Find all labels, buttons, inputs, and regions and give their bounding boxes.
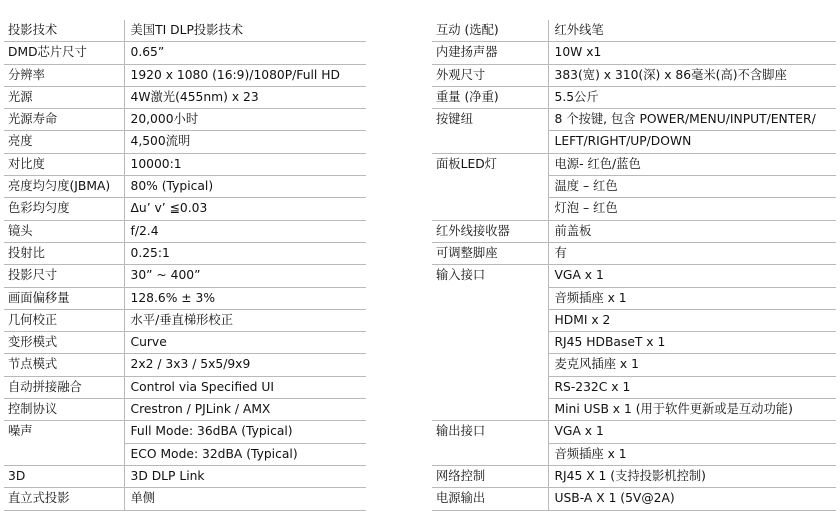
spec-value: Control via Specified UI — [124, 376, 366, 398]
spec-label: 输出接口 — [432, 421, 548, 466]
spec-label: 控制协议 — [4, 399, 124, 421]
spec-row — [4, 198, 366, 220]
spec-value: 有 — [548, 242, 836, 264]
spec-value: HDMI x 2 — [548, 309, 836, 331]
spec-value: 水平/垂直梯形校正 — [124, 309, 366, 331]
spec-label: 外观尺寸 — [432, 64, 548, 86]
spec-value: Crestron / PJLink / AMX — [124, 399, 366, 421]
spec-value: 30” ~ 400” — [124, 265, 366, 287]
spec-row — [4, 20, 366, 42]
spec-label: 投影技术 — [4, 20, 124, 42]
spec-value: VGA x 1 — [548, 265, 836, 287]
spec-row — [4, 86, 366, 108]
spec-row — [432, 86, 836, 108]
spec-label: 噪声 — [4, 421, 124, 466]
spec-row — [4, 64, 366, 86]
spec-value: USB-A X 1 (5V@2A) — [548, 488, 836, 510]
right-spec-body — [432, 20, 836, 510]
left-spec-body — [4, 20, 366, 510]
spec-row — [4, 309, 366, 331]
right-spec-table — [432, 20, 836, 511]
spec-value: 麦克风插座 x 1 — [548, 354, 836, 376]
left-spec-table — [4, 20, 366, 511]
spec-label: 几何校正 — [4, 309, 124, 331]
spec-value: 8 个按键, 包含 POWER/MENU/INPUT/ENTER/ — [548, 109, 836, 131]
spec-label: 红外线接收器 — [432, 220, 548, 242]
spec-value: 灯泡 – 红色 — [548, 198, 836, 220]
spec-value: 10000:1 — [124, 153, 366, 175]
spec-value: RS-232C x 1 — [548, 376, 836, 398]
spec-label: 亮度 — [4, 131, 124, 153]
spec-row — [4, 332, 366, 354]
spec-label: 输入接口 — [432, 265, 548, 421]
spec-label: 变形模式 — [4, 332, 124, 354]
spec-value: ECO Mode: 32dBA (Typical) — [124, 443, 366, 465]
spec-label: 光源寿命 — [4, 109, 124, 131]
spec-row — [4, 153, 366, 175]
spec-row — [432, 242, 836, 264]
spec-value: 1920 x 1080 (16:9)/1080P/Full HD — [124, 64, 366, 86]
spec-value: 80% (Typical) — [124, 176, 366, 198]
spec-row — [432, 20, 836, 42]
spec-row — [4, 131, 366, 153]
spec-label: 亮度均匀度(JBMA) — [4, 176, 124, 198]
spec-row — [432, 265, 836, 287]
spec-label: 镜头 — [4, 220, 124, 242]
spec-value: RJ45 HDBaseT x 1 — [548, 332, 836, 354]
spec-row — [4, 376, 366, 398]
spec-row — [4, 220, 366, 242]
spec-label: 面板LED灯 — [432, 153, 548, 220]
spec-row — [4, 176, 366, 198]
spec-row — [432, 220, 836, 242]
spec-label: 色彩均匀度 — [4, 198, 124, 220]
spec-label: 自动拼接融合 — [4, 376, 124, 398]
spec-value: 0.65” — [124, 42, 366, 64]
spec-row — [432, 42, 836, 64]
spec-row — [4, 265, 366, 287]
spec-value: RJ45 X 1 (支持投影机控制) — [548, 465, 836, 487]
spec-value: LEFT/RIGHT/UP/DOWN — [548, 131, 836, 153]
spec-row — [432, 109, 836, 131]
spec-value: 美国TI DLP投影技术 — [124, 20, 366, 42]
spec-value: 电源- 红色/蓝色 — [548, 153, 836, 175]
spec-row — [4, 465, 366, 487]
spec-value: 4,500流明 — [124, 131, 366, 153]
spec-label: 光源 — [4, 86, 124, 108]
spec-value: Full Mode: 36dBA (Typical) — [124, 421, 366, 443]
spec-row — [4, 488, 366, 510]
spec-value: Δu’ v’ ≦0.03 — [124, 198, 366, 220]
spec-label: 电源输出 — [432, 488, 548, 510]
spec-row — [432, 421, 836, 443]
spec-value: 3D DLP Link — [124, 465, 366, 487]
spec-value: f/2.4 — [124, 220, 366, 242]
spec-row — [4, 399, 366, 421]
spec-row — [432, 64, 836, 86]
spec-label: 直立式投影 — [4, 488, 124, 510]
spec-label: 对比度 — [4, 153, 124, 175]
spec-value: 2x2 / 3x3 / 5x5/9x9 — [124, 354, 366, 376]
spec-value: 5.5公斤 — [548, 86, 836, 108]
spec-row — [4, 242, 366, 264]
spec-row — [432, 153, 836, 175]
spec-label: 投影尺寸 — [4, 265, 124, 287]
spec-label: 画面偏移量 — [4, 287, 124, 309]
spec-label: 重量 (净重) — [432, 86, 548, 108]
spec-value: VGA x 1 — [548, 421, 836, 443]
spec-label: 可调整脚座 — [432, 242, 548, 264]
spec-value: 4W激光(455nm) x 23 — [124, 86, 366, 108]
spec-value: 音频插座 x 1 — [548, 287, 836, 309]
spec-value: 温度 – 红色 — [548, 176, 836, 198]
spec-value: 383(宽) x 310(深) x 86毫米(高)不含脚座 — [548, 64, 836, 86]
spec-value: 单侧 — [124, 488, 366, 510]
spec-label: 互动 (选配) — [432, 20, 548, 42]
spec-value: 128.6% ± 3% — [124, 287, 366, 309]
spec-value: 0.25:1 — [124, 242, 366, 264]
spec-label: 分辨率 — [4, 64, 124, 86]
spec-value: 红外线笔 — [548, 20, 836, 42]
spec-row — [432, 488, 836, 510]
spec-value: 音频插座 x 1 — [548, 443, 836, 465]
spec-value: Mini USB x 1 (用于软件更新或是互动功能) — [548, 399, 836, 421]
spec-row — [4, 421, 366, 443]
spec-row — [4, 109, 366, 131]
spec-label: 3D — [4, 465, 124, 487]
spec-row — [432, 465, 836, 487]
spec-value: 10W x1 — [548, 42, 836, 64]
spec-label: 按键纽 — [432, 109, 548, 154]
spec-value: 前盖板 — [548, 220, 836, 242]
spec-row — [4, 287, 366, 309]
spec-value: 20,000小时 — [124, 109, 366, 131]
spec-label: DMD芯片尺寸 — [4, 42, 124, 64]
spec-label: 节点模式 — [4, 354, 124, 376]
spec-value: Curve — [124, 332, 366, 354]
spec-label: 网络控制 — [432, 465, 548, 487]
spec-row — [4, 354, 366, 376]
spec-label: 内建扬声器 — [432, 42, 548, 64]
spec-row — [4, 42, 366, 64]
spec-label: 投射比 — [4, 242, 124, 264]
